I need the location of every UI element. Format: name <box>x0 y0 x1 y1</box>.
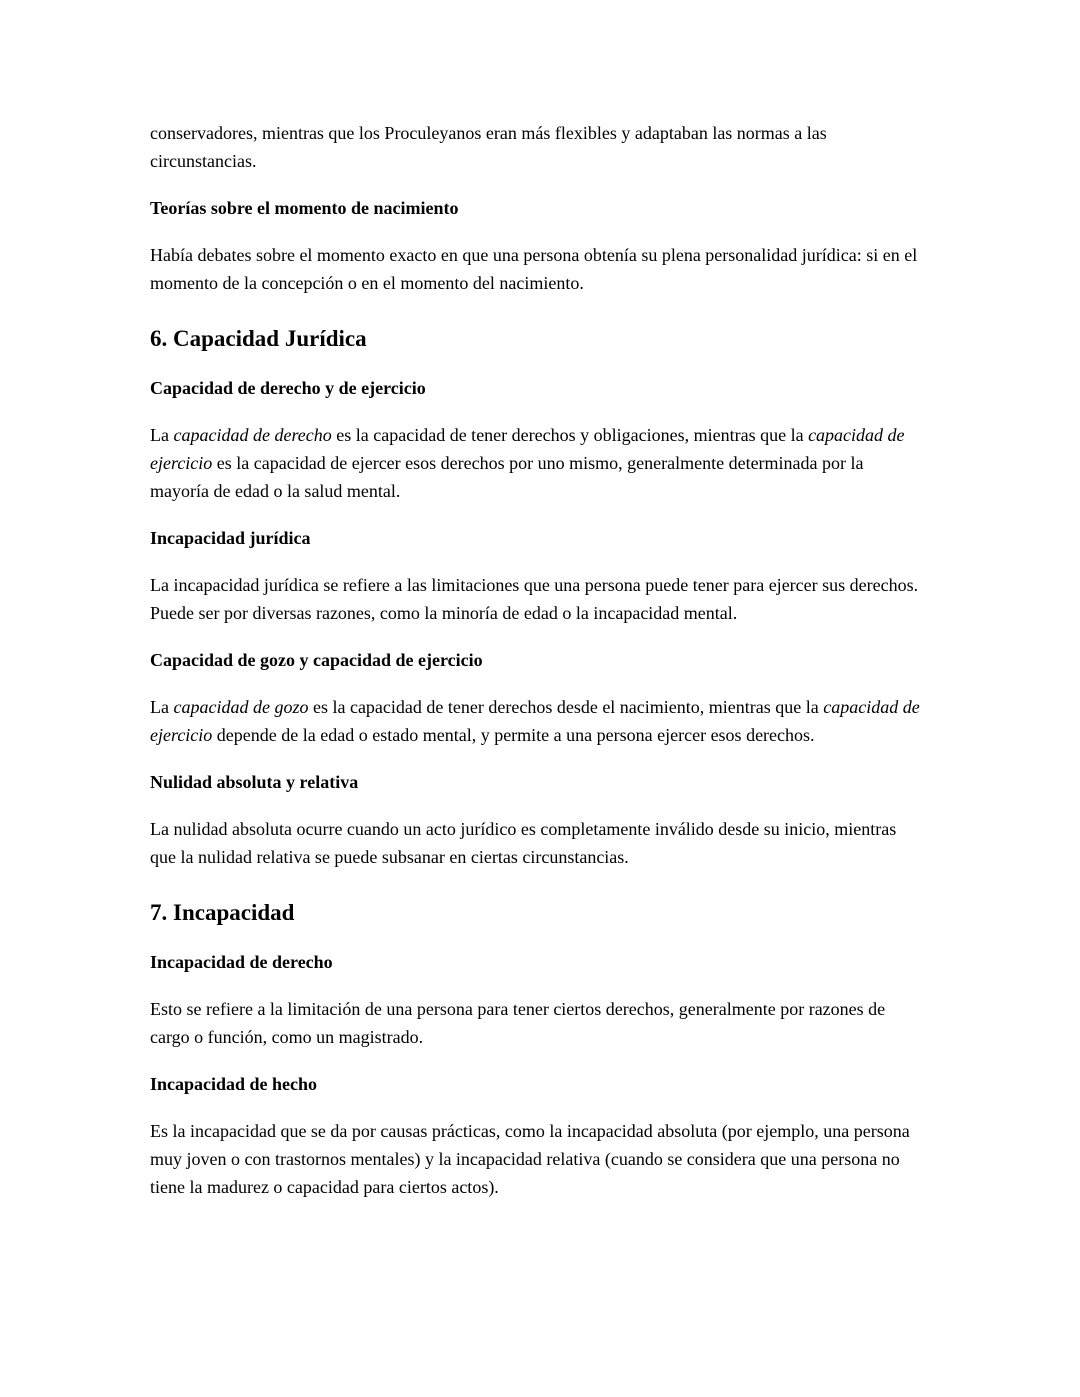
text-run: depende de la edad o estado mental, y permite a una persona ejercer esos derechos. <box>212 725 815 745</box>
text-run: es la capacidad de ejercer esos derechos por uno mismo, generalmente determinada por la mayoría de edad o la salud mental. <box>150 453 864 501</box>
italic-text-run: capacidad de ejercicio <box>150 697 920 745</box>
subsection-heading: Capacidad de derecho y de ejercicio <box>150 378 426 398</box>
paragraph <box>150 1117 922 1201</box>
subsection-heading: Teorías sobre el momento de nacimiento <box>150 198 459 218</box>
text-run: Esto se refiere a la limitación de una persona para tener ciertos derechos, generalmente por razones de cargo o función, como un magistrado. <box>150 999 886 1047</box>
subsection-heading: Incapacidad de hecho <box>150 1074 318 1094</box>
paragraph <box>150 421 922 505</box>
paragraph <box>150 693 922 749</box>
text-run: es la capacidad de tener derechos y obligaciones, mientras que la <box>331 425 809 445</box>
text-run: La incapacidad jurídica se refiere a las limitaciones que una persona puede tener para ejercer sus derechos. Puede ser por diversas razones, como la minoría de edad o la incapacidad mental. <box>150 575 919 623</box>
text-run: La nulidad absoluta ocurre cuando un acto jurídico es completamente inválido desde su inicio, mientras que la nulidad relativa se puede subsanar en ciertas circunstancias. <box>150 819 897 867</box>
subsection-heading: Capacidad de gozo y capacidad de ejercicio <box>150 650 483 670</box>
paragraph <box>150 241 922 297</box>
text-run: La <box>150 425 174 445</box>
section-heading: 6. Capacidad Jurídica <box>150 326 367 351</box>
text-run: es la capacidad de tener derechos desde el nacimiento, mientras que la <box>308 697 824 717</box>
italic-text-run: capacidad de ejercicio <box>150 425 905 473</box>
text-run: Había debates sobre el momento exacto en que una persona obtenía su plena personalidad jurídica: si en el momento de la concepción o en el momento del nacimiento. <box>150 245 918 293</box>
subsection-heading: Incapacidad de derecho <box>150 952 333 972</box>
italic-text-run: capacidad de derecho <box>173 425 332 445</box>
subsection-heading: Incapacidad jurídica <box>150 528 311 548</box>
italic-text-run: capacidad de gozo <box>173 697 309 717</box>
paragraph <box>150 995 922 1051</box>
text-run: La <box>150 697 174 717</box>
paragraph <box>150 119 922 175</box>
paragraph <box>150 571 922 627</box>
section-heading: 7. Incapacidad <box>150 900 295 925</box>
paragraph <box>150 815 922 871</box>
subsection-heading: Nulidad absoluta y relativa <box>150 772 359 792</box>
text-run: conservadores, mientras que los Proculeyanos eran más flexibles y adaptaban las normas a las circunstancias. <box>150 123 827 171</box>
text-run: Es la incapacidad que se da por causas prácticas, como la incapacidad absoluta (por ejemplo, una persona muy joven o con trastornos mentales) y la incapacidad relativa (cuando se considera que una persona no tiene la madurez o capacidad para ciertos actos). <box>150 1121 910 1197</box>
